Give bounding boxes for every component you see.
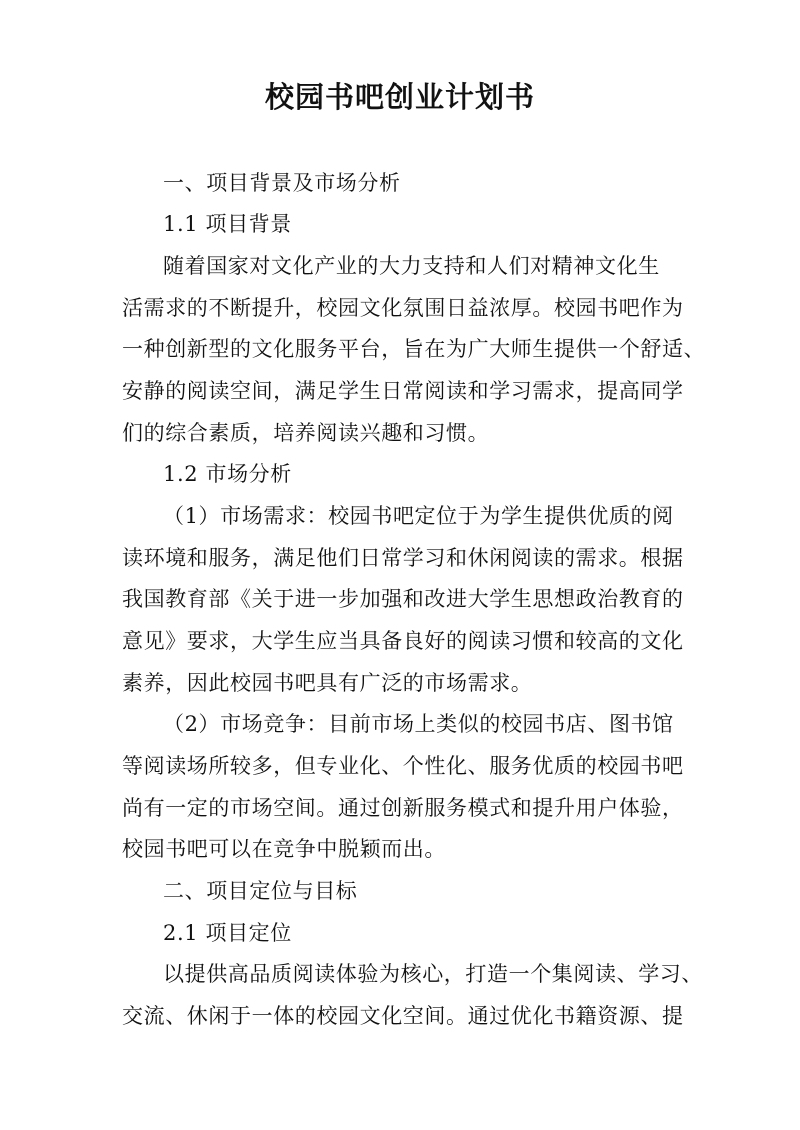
paragraph-line: （1）市场需求：校园书吧定位于为学生提供优质的阅 [163, 504, 674, 528]
document-title: 校园书吧创业计划书 [264, 80, 535, 114]
paragraph-line: 活需求的不断提升，校园文化氛围日益浓厚。校园书吧作为 [122, 296, 684, 320]
paragraph-line: 们的综合素质，培养阅读兴趣和习惯。 [122, 421, 490, 445]
paragraph-line: 我国教育部《关于进一步加强和改进大学生思想政治教育的 [122, 587, 684, 611]
subsection-heading-2-1: 2.1 项目定位 [163, 921, 292, 945]
paragraph-line: 以提供高品质阅读体验为核心，打造一个集阅读、学习、 [163, 962, 703, 986]
paragraph-line: 等阅读场所较多，但专业化、个性化、服务优质的校园书吧 [122, 754, 684, 778]
subsection-heading-1-2: 1.2 市场分析 [163, 462, 292, 486]
paragraph-line: 意见》要求，大学生应当具备良好的阅读习惯和较高的文化 [122, 629, 684, 653]
paragraph-line: 尚有一定的市场空间。通过创新服务模式和提升用户体验， [122, 796, 684, 820]
subsection-heading-1-1: 1.1 项目背景 [163, 212, 292, 236]
paragraph-line: 交流、休闲于一体的校园文化空间。通过优化书籍资源、提 [122, 1004, 684, 1028]
paragraph-line: 随着国家对文化产业的大力支持和人们对精神文化生 [163, 254, 660, 278]
paragraph-line: 一种创新型的文化服务平台，旨在为广大师生提供一个舒适、 [122, 337, 706, 361]
section-heading-1: 一、项目背景及市场分析 [163, 171, 401, 195]
paragraph-line: 校园书吧可以在竞争中脱颖而出。 [122, 837, 446, 861]
paragraph-line: 素养，因此校园书吧具有广泛的市场需求。 [122, 671, 533, 695]
paragraph-line: 读环境和服务，满足他们日常学习和休闲阅读的需求。根据 [122, 546, 684, 570]
paragraph-line: 安静的阅读空间，满足学生日常阅读和学习需求，提高同学 [122, 379, 684, 403]
section-heading-2: 二、项目定位与目标 [163, 879, 358, 903]
paragraph-line: （2）市场竞争：目前市场上类似的校园书店、图书馆 [163, 712, 674, 736]
